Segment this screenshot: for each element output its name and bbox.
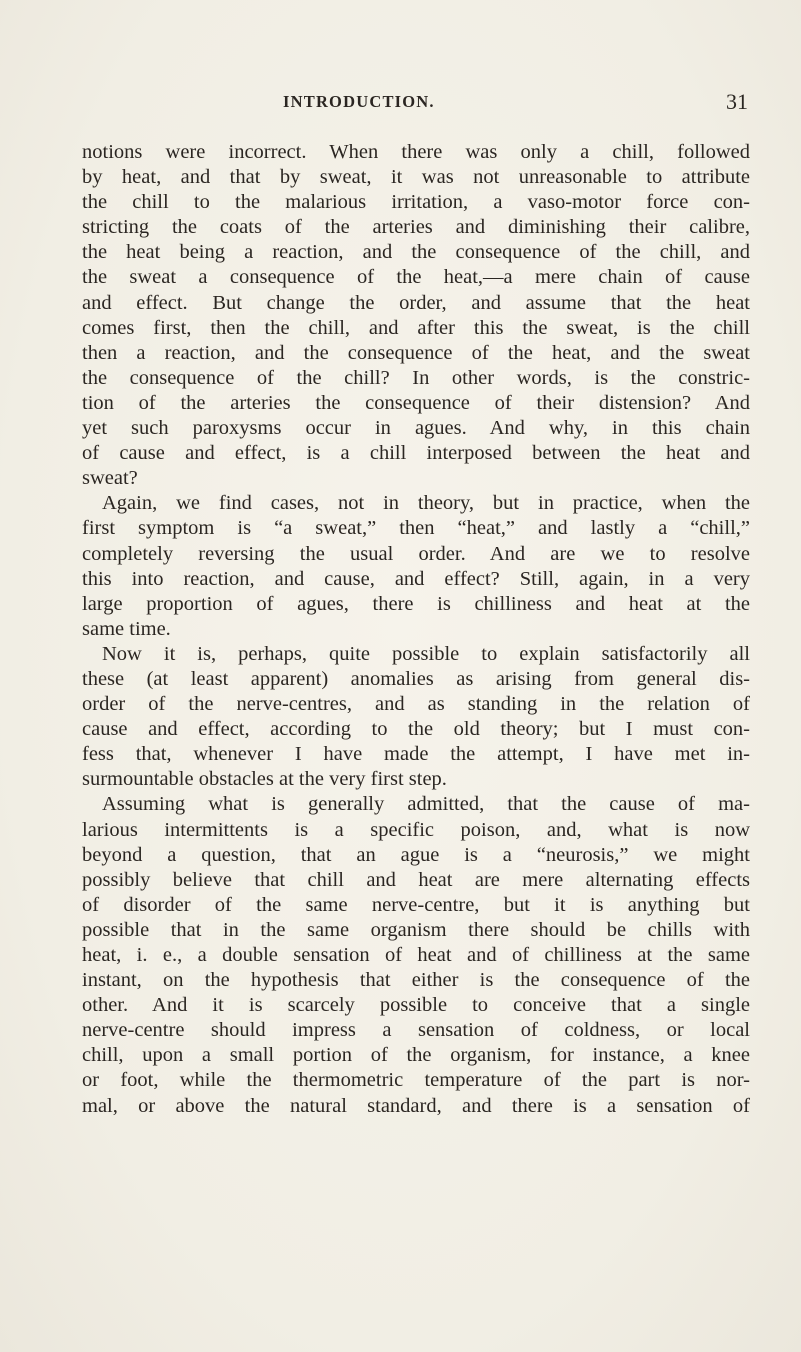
text-line: Again, we find cases, not in theory, but in practice, when the [102,492,750,515]
text-line: larious intermittents is a specific poison, and, what is now [82,818,750,841]
text-line: this into reaction, and cause, and effect? Still, again, in a very [82,567,750,590]
body-text [82,140,750,1119]
text-line: cause and effect, according to the old theory; but I must con- [82,718,750,741]
text-line: notions were incorrect. When there was only a chill, followed [82,141,750,163]
text-line: sweat? [82,467,138,490]
page-number: 31 [726,89,748,114]
text-line: large proportion of agues, there is chilliness and heat at the [82,592,750,615]
text-line: instant, on the hypothesis that either is the consequence of the [82,969,750,992]
text-line: by heat, and that by sweat, it was not unreasonable to attribute [82,166,750,189]
text-line: the heat being a reaction, and the consequence of the chill, and [82,241,750,264]
text-line: possibly believe that chill and heat are mere alternating effects [82,868,750,891]
text-line: other. And it is scarcely possible to conceive that a single [82,994,750,1017]
text-line: then a reaction, and the consequence of the heat, and the sweat [82,341,750,364]
text-line: Now it is, perhaps, quite possible to explain satisfactorily all [102,642,750,665]
text-line: these (at least apparent) anomalies as arising from general dis- [82,667,750,690]
text-line: mal, or above the natural standard, and there is a sensation of [82,1094,750,1117]
text-line: stricting the coats of the arteries and diminishing their calibre, [82,216,750,239]
text-line: of cause and effect, is a chill interposed between the heat and [82,442,750,465]
text-line: Assuming what is generally admitted, that the cause of ma- [102,793,750,816]
text-line: chill, upon a small portion of the organism, for instance, a knee [82,1044,750,1067]
text-line: surmountable obstacles at the very first step. [82,768,447,791]
text-line: beyond a question, that an ague is a “neurosis,” we might [82,843,750,866]
text-line: comes first, then the chill, and after this the sweat, is the chill [82,316,750,339]
text-line: fess that, whenever I have made the attempt, I have met in- [82,743,750,766]
text-line: nerve-centre should impress a sensation of coldness, or local [82,1019,750,1042]
running-head: INTRODUCTION. [283,92,435,111]
text-line: possible that in the same organism there should be chills with [82,918,750,941]
text-line: heat, i. e., a double sensation of heat and of chilliness at the same [82,944,750,966]
text-line: and effect. But change the order, and assume that the heat [82,291,750,314]
text-line: same time. [82,617,171,640]
text-line: the chill to the malarious irritation, a vaso-motor force con- [82,191,750,214]
text-line: yet such paroxysms occur in agues. And why, in this chain [82,417,750,440]
text-line: order of the nerve-centres, and as standing in the relation of [82,693,750,716]
text-line: completely reversing the usual order. And are we to resolve [82,542,750,565]
page-header [210,89,748,116]
text-line: of disorder of the same nerve-centre, but it is anything but [82,893,750,916]
text-line: or foot, while the thermometric temperature of the part is nor- [82,1069,750,1092]
text-line: the consequence of the chill? In other words, is the constric- [82,366,750,389]
text-line: first symptom is “a sweat,” then “heat,” and lastly a “chill,” [82,517,750,540]
text-line: the sweat a consequence of the heat,—a mere chain of cause [82,266,750,289]
text-line: tion of the arteries the consequence of their distension? And [82,391,750,414]
